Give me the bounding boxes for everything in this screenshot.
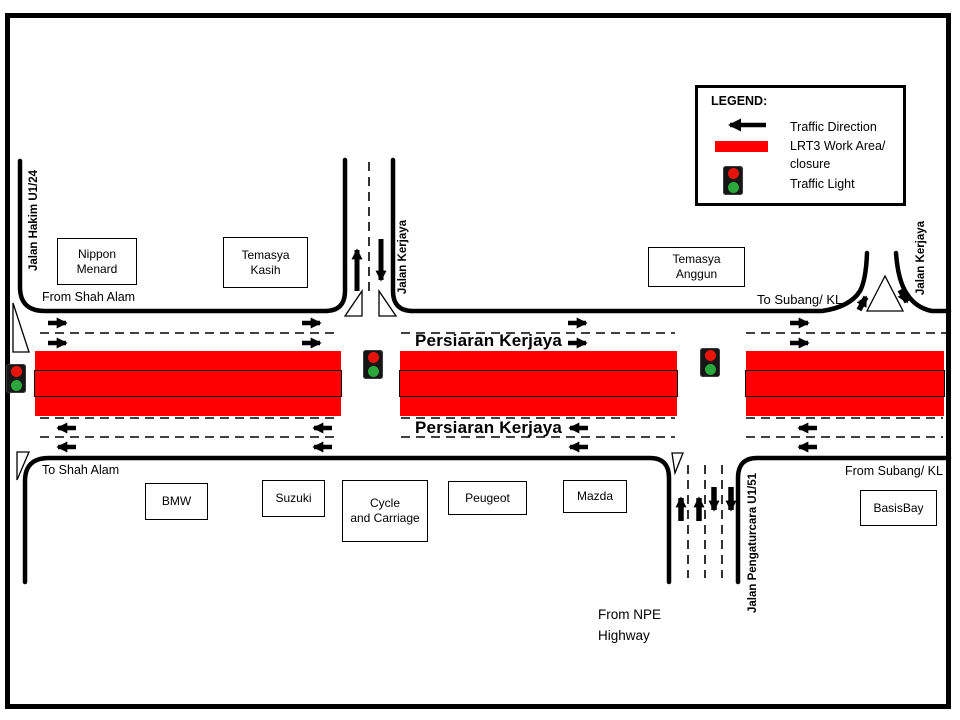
red-light-icon: [728, 168, 739, 179]
green-light-icon: [11, 380, 22, 391]
building-bmw: [145, 483, 208, 520]
green-light-icon: [705, 364, 716, 375]
red-light-icon: [705, 350, 716, 361]
building-label: Menard: [76, 261, 118, 276]
island-triangle: [867, 276, 903, 311]
legend-title: LEGEND:: [711, 94, 768, 108]
building-label: Temasya: [672, 252, 721, 266]
building-label: Suzuki: [275, 491, 312, 505]
red-light-icon: [368, 352, 379, 363]
building-label: Anggun: [675, 267, 718, 281]
building-mazda: [563, 480, 627, 513]
building-label: Temasya: [241, 247, 290, 262]
arrow-y-branch-up: [859, 297, 866, 310]
building-label: BasisBay: [873, 500, 924, 515]
traffic-light-pengaturcara-junction: [700, 348, 720, 377]
lrt3-work-area-center: [400, 351, 677, 416]
road-label-persiaran-kerjaya-eastbound: Persiaran Kerjaya: [415, 331, 563, 350]
building-label: Cycle: [369, 496, 400, 510]
building-cycle-and-carriage: [342, 480, 428, 542]
legend-traffic-direction-label: Traffic Direction: [790, 120, 877, 134]
legend-work-area-label-line2: closure: [790, 157, 831, 171]
building-peugeot: [448, 481, 527, 515]
building-basisbay: [860, 490, 937, 526]
direction-from-npe-highway: [598, 605, 661, 647]
direction-from-shah-alam: From Shah Alam: [42, 290, 136, 304]
traffic-light-west: [6, 364, 26, 393]
building-label: Peugeot: [465, 490, 510, 505]
building-suzuki: [262, 480, 325, 517]
island-triangle: [345, 291, 362, 316]
direction-to-shah-alam: To Shah Alam: [42, 463, 120, 477]
building-label: and Carriage: [350, 511, 420, 525]
building-temasya-kasih: [223, 237, 308, 288]
direction-to-subang-kl: To Subang/ KL: [757, 292, 843, 307]
red-light-icon: [11, 366, 22, 377]
lrt3-work-area-east: [746, 351, 944, 416]
direction-from-subang-kl: From Subang/ KL: [845, 464, 943, 478]
road-edge-top-left: [20, 160, 345, 311]
legend-traffic-light-label: Traffic Light: [790, 177, 855, 191]
building-label: BMW: [161, 494, 192, 508]
closed-carriageway-stripe: [34, 370, 342, 397]
building-temasya-anggun: [648, 247, 745, 287]
road-label-persiaran-kerjaya-westbound: Persiaran Kerjaya: [415, 418, 563, 437]
direction-from-npe-line1: From NPE: [598, 607, 662, 622]
building-label: Kasih: [250, 262, 281, 277]
green-light-icon: [368, 366, 379, 377]
left-arrow-icon: [714, 117, 774, 133]
lrt3-work-area-west: [35, 351, 341, 416]
road-label-jalan-kerjaya-north: Jalan Kerjaya: [397, 219, 409, 295]
road-label-jalan-kerjaya-east: Jalan Kerjaya: [915, 220, 927, 296]
traffic-light-kerjaya-junction: [363, 350, 383, 379]
road-label-jalan-pengaturcara: Jalan Pengaturcara U1/51: [747, 473, 759, 613]
green-light-icon: [728, 182, 739, 193]
legend-work-area-label-line1: LRT3 Work Area/: [790, 139, 886, 153]
traffic-light-icon: [723, 166, 743, 195]
building-label: Mazda: [576, 489, 614, 503]
building-label: Nippon: [77, 246, 117, 261]
direction-from-npe-line2: Highway: [598, 627, 650, 643]
lane-divider-pengaturcara: [688, 465, 722, 578]
building-nippon-menard: [57, 238, 137, 285]
island-triangle: [13, 303, 29, 352]
closed-carriageway-stripe: [399, 370, 678, 397]
work-area-swatch-icon: [715, 141, 768, 152]
road-label-jalan-hakim: Jalan Hakim U1/24: [28, 169, 40, 271]
legend-box: [695, 85, 906, 206]
closed-carriageway-stripe: [745, 370, 945, 397]
island-triangle: [672, 453, 683, 473]
